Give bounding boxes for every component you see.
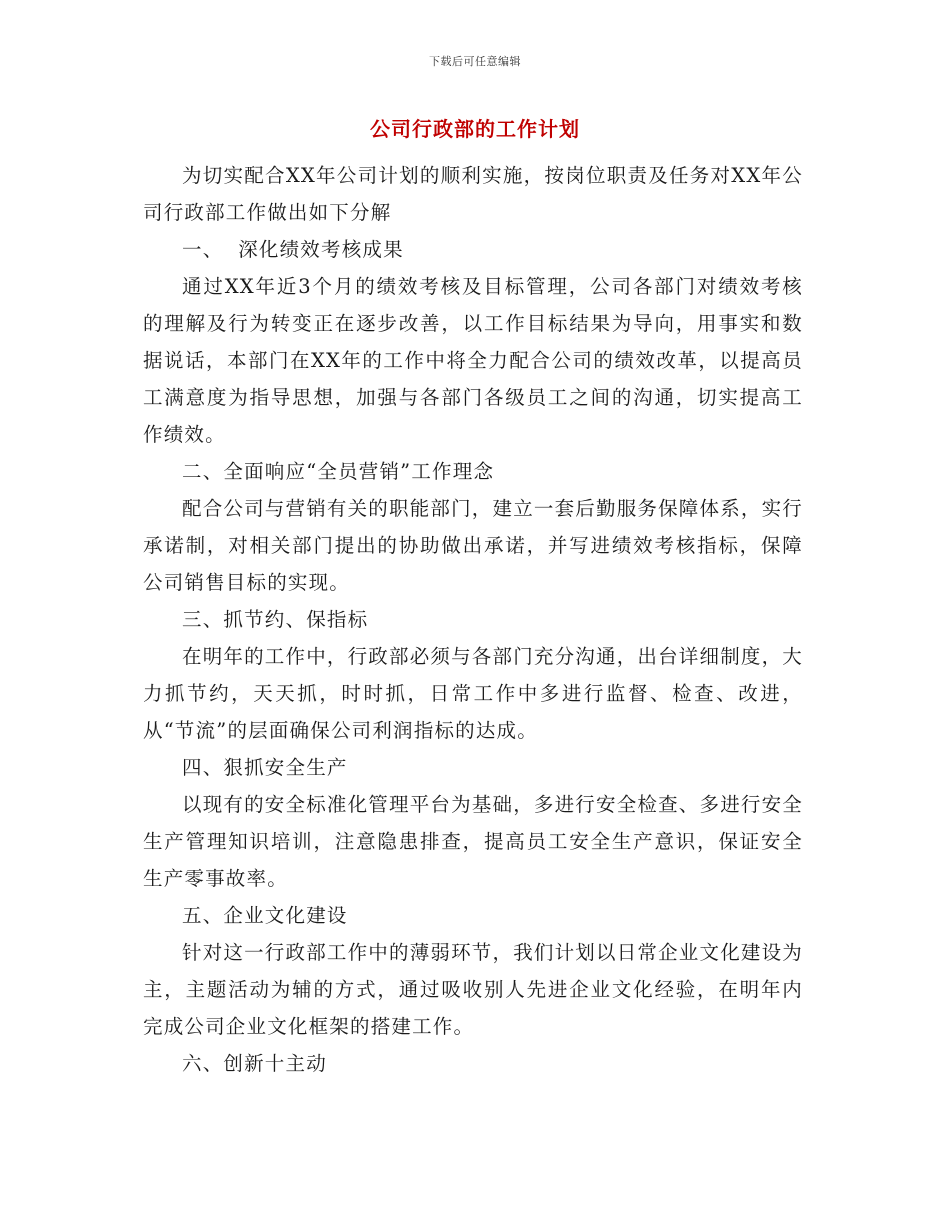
- section-heading-1: 一、 深化绩效考核成果: [182, 238, 404, 261]
- section-body-1: 通过XX年近3个月的绩效考核及目标管理，公司各部门对绩效考核的理解及行为转变正在逐步改善，以工作目标结果为导向，用事实和数据说话，本部门在XX年的工作中将全力配合公司的绩效改革，以提高员工满意度为指导思想，加强与各部门各级员工之间的沟通，切实提高工作绩效。: [143, 275, 803, 446]
- section-heading-6: 六、创新十主动: [182, 1052, 327, 1075]
- header-note: 下载后可任意编辑: [429, 55, 521, 68]
- intro-paragraph: 为切实配合XX年公司计划的顺利实施，按岗位职责及任务对XX年公司行政部工作做出如下分解: [143, 164, 803, 224]
- section-body-5: 针对这一行政部工作中的薄弱环节，我们计划以日常企业文化建设为主，主题活动为辅的方式，通过吸收别人先进企业文化经验，在明年内完成公司企业文化框架的搭建工作。: [143, 941, 804, 1038]
- section-heading-2: 二、全面响应“全员营销”工作理念: [182, 460, 495, 483]
- document-body: [143, 157, 803, 1082]
- document-title: 公司行政部的工作计划: [370, 117, 580, 141]
- section-heading-4: 四、狠抓安全生产: [182, 756, 348, 779]
- section-body-4: 以现有的安全标准化管理平台为基础，多进行安全检查、多进行安全生产管理知识培训，注意隐患排查，提高员工安全生产意识，保证安全生产零事故率。: [143, 793, 804, 890]
- section-body-2: 配合公司与营销有关的职能部门，建立一套后勤服务保障体系，实行承诺制，对相关部门提出的协助做出承诺，并写进绩效考核指标，保障公司销售目标的实现。: [143, 497, 804, 594]
- section-heading-5: 五、企业文化建设: [182, 904, 348, 927]
- section-heading-3: 三、抓节约、保指标: [182, 608, 369, 631]
- section-body-3: 在明年的工作中，行政部必须与各部门充分沟通，出台详细制度，大力抓节约，天天抓，时时抓，日常工作中多进行监督、检查、改进，从“节流”的层面确保公司利润指标的达成。: [143, 645, 804, 742]
